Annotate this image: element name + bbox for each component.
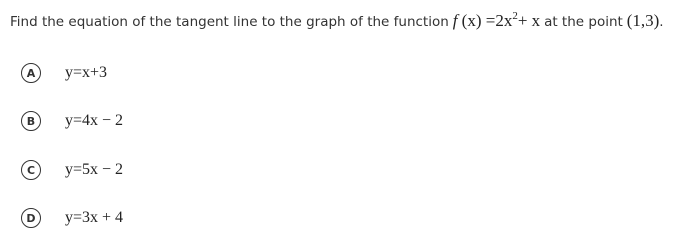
option-b[interactable] bbox=[21, 111, 123, 131]
option-c-equation: y=5x − 2 bbox=[65, 161, 124, 178]
function-expression: f $(x) =2x^2+ x$ bbox=[452, 10, 541, 30]
point-coordinates: (1,3) bbox=[626, 11, 660, 30]
question-prompt bbox=[10, 9, 664, 34]
option-d-equation: y=3x + 4 bbox=[65, 209, 124, 226]
option-c-radio[interactable]: C bbox=[21, 160, 41, 180]
option-a-equation: y=x+3 bbox=[65, 64, 108, 81]
option-c[interactable] bbox=[21, 160, 123, 180]
question-text-point: at the point bbox=[544, 14, 623, 30]
question-text: Find the equation of the tangent line to the graph of the function bbox=[10, 14, 449, 30]
option-a[interactable] bbox=[21, 63, 107, 83]
option-a-radio[interactable]: A bbox=[21, 63, 41, 83]
option-b-equation: y=4x − 2 bbox=[65, 112, 124, 129]
option-d[interactable] bbox=[21, 208, 123, 228]
option-b-radio[interactable]: B bbox=[21, 111, 41, 131]
option-d-radio[interactable]: D bbox=[21, 208, 41, 228]
question-end-punct: . bbox=[659, 14, 664, 30]
